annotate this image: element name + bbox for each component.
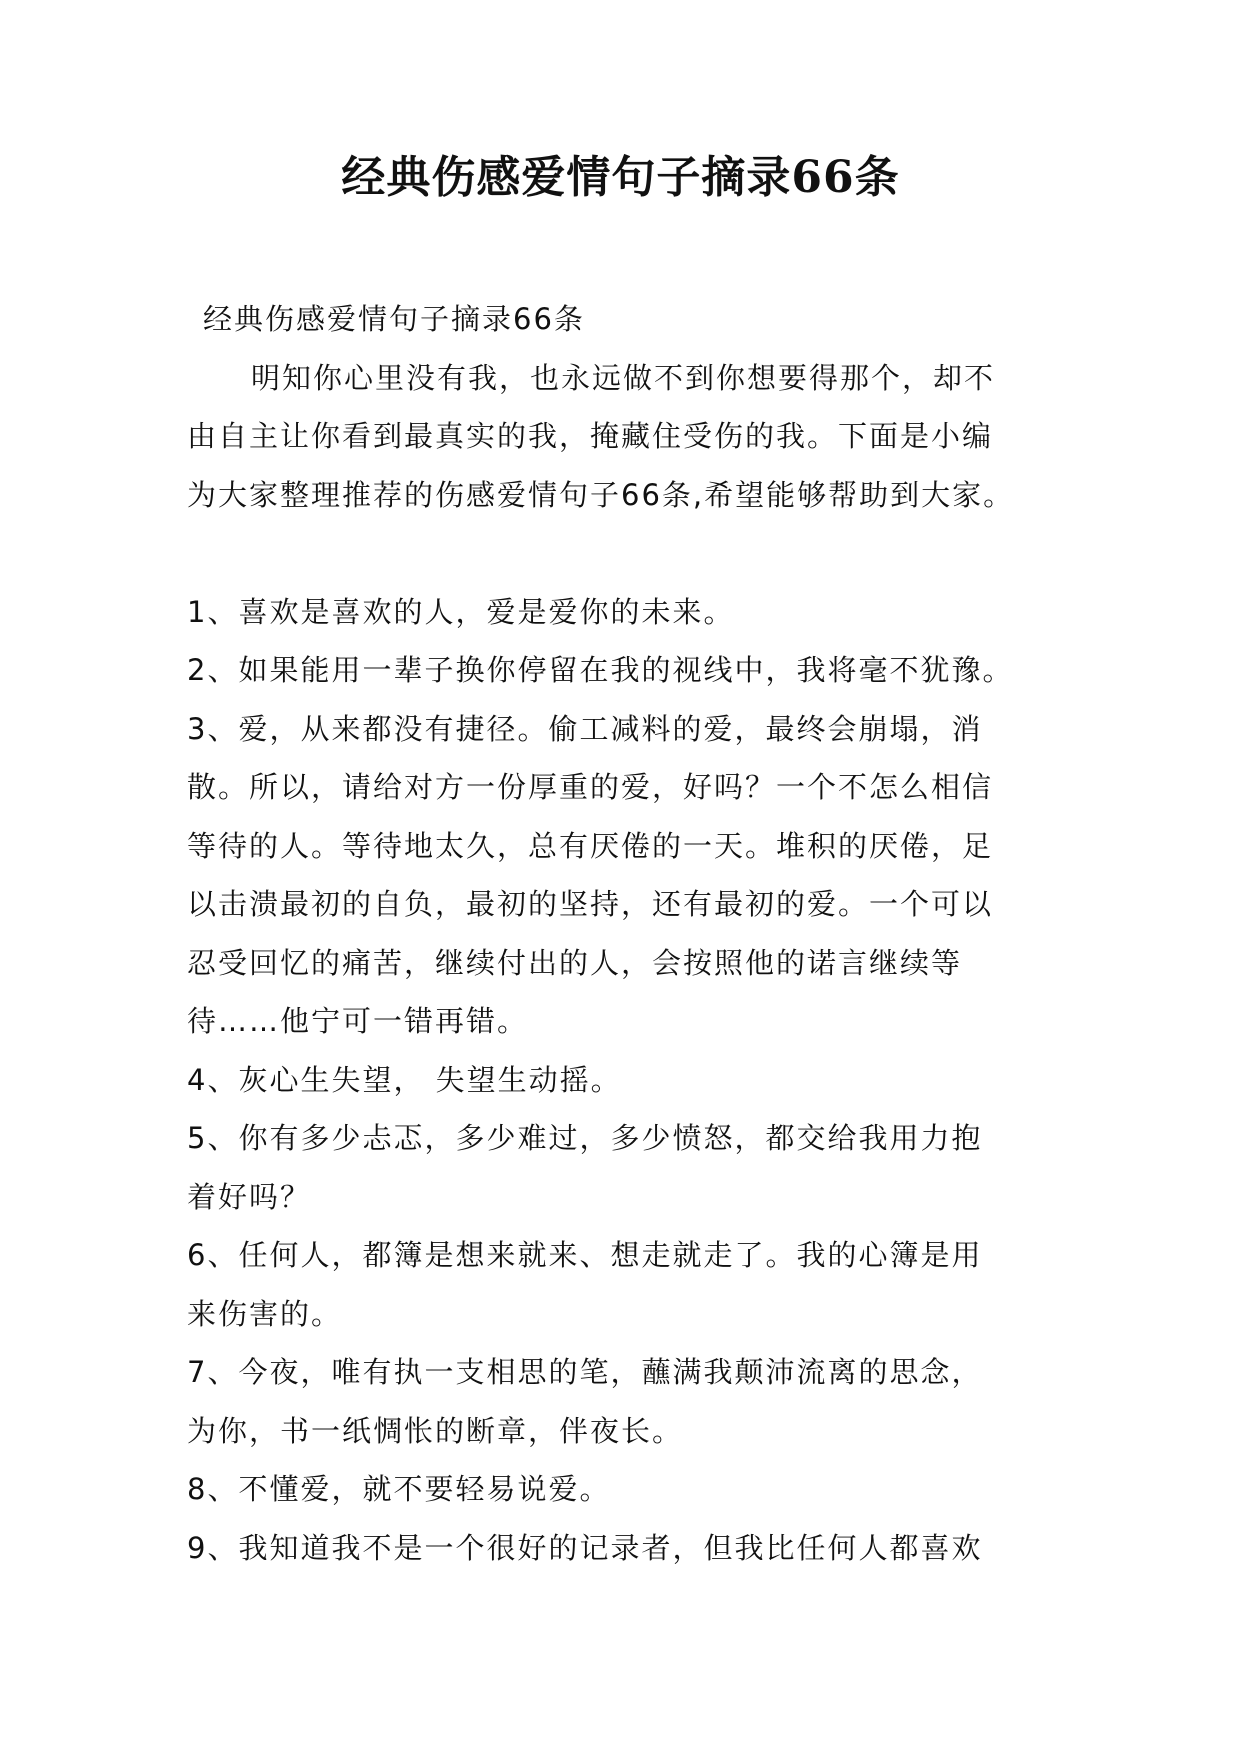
list-item-line: 散。所以，请给对方一份厚重的爱，好吗？一个不怎么相信 [187, 770, 994, 804]
list-item-line: 9、我知道我不是一个很好的记录者，但我比任何人都喜欢 [187, 1530, 983, 1565]
list-item-line: 8、不懂爱，就不要轻易说爱。 [187, 1472, 611, 1506]
list-item-line: 4、灰心生失望， 失望生动摇。 [187, 1062, 622, 1097]
document-body [187, 290, 1067, 1577]
list-item-line: 5、你有多少忐忑，多少难过，多少愤怒，都交给我用力抱 [187, 1121, 983, 1155]
list-item-line: 6、任何人，都簿是想来就来、想走就走了。我的心簿是用 [187, 1238, 983, 1272]
intro-line: 明知你心里没有我，也永远做不到你想要得那个，却不 [251, 360, 996, 395]
intro-line: 由自主让你看到最真实的我，掩藏住受伤的我。下面是小编 [187, 419, 994, 453]
list-item-line: 等待的人。等待地太久，总有厌倦的一天。堆积的厌倦，足 [187, 828, 994, 863]
list-item-line: 2、如果能用一辈子换你停留在我的视线中，我将毫不犹豫。 [187, 653, 1014, 687]
list-item-line: 来伤害的。 [187, 1296, 343, 1331]
paragraph-gap [187, 524, 1067, 583]
list-item-line: 3、爱，从来都没有捷径。偷工减料的爱，最终会崩塌，消 [187, 711, 983, 746]
list-item-line: 1、喜欢是喜欢的人，爱是爱你的未来。 [187, 594, 735, 629]
document-subtitle: 经典伤感爱情句子摘录66条 [203, 302, 585, 336]
list-item-line: 为你，书一纸惆怅的断章，伴夜长。 [187, 1413, 684, 1448]
list-item-line: 7、今夜，唯有执一支相思的笔，蘸满我颠沛流离的思念， [187, 1355, 983, 1389]
list-item-line: 着好吗？ [187, 1179, 312, 1214]
intro-line: 为大家整理推荐的伤感爱情句子66条,希望能够帮助到大家。 [187, 477, 1015, 512]
list-item-line: 以击溃最初的自负，最初的坚持，还有最初的爱。一个可以 [187, 887, 994, 921]
list-item-line: 待……他宁可一错再错。 [187, 1004, 529, 1038]
document-title: 经典伤感爱情句子摘录66条 [341, 152, 900, 203]
list-item-line: 忍受回忆的痛苦，继续付出的人，会按照他的诺言继续等 [187, 945, 963, 980]
